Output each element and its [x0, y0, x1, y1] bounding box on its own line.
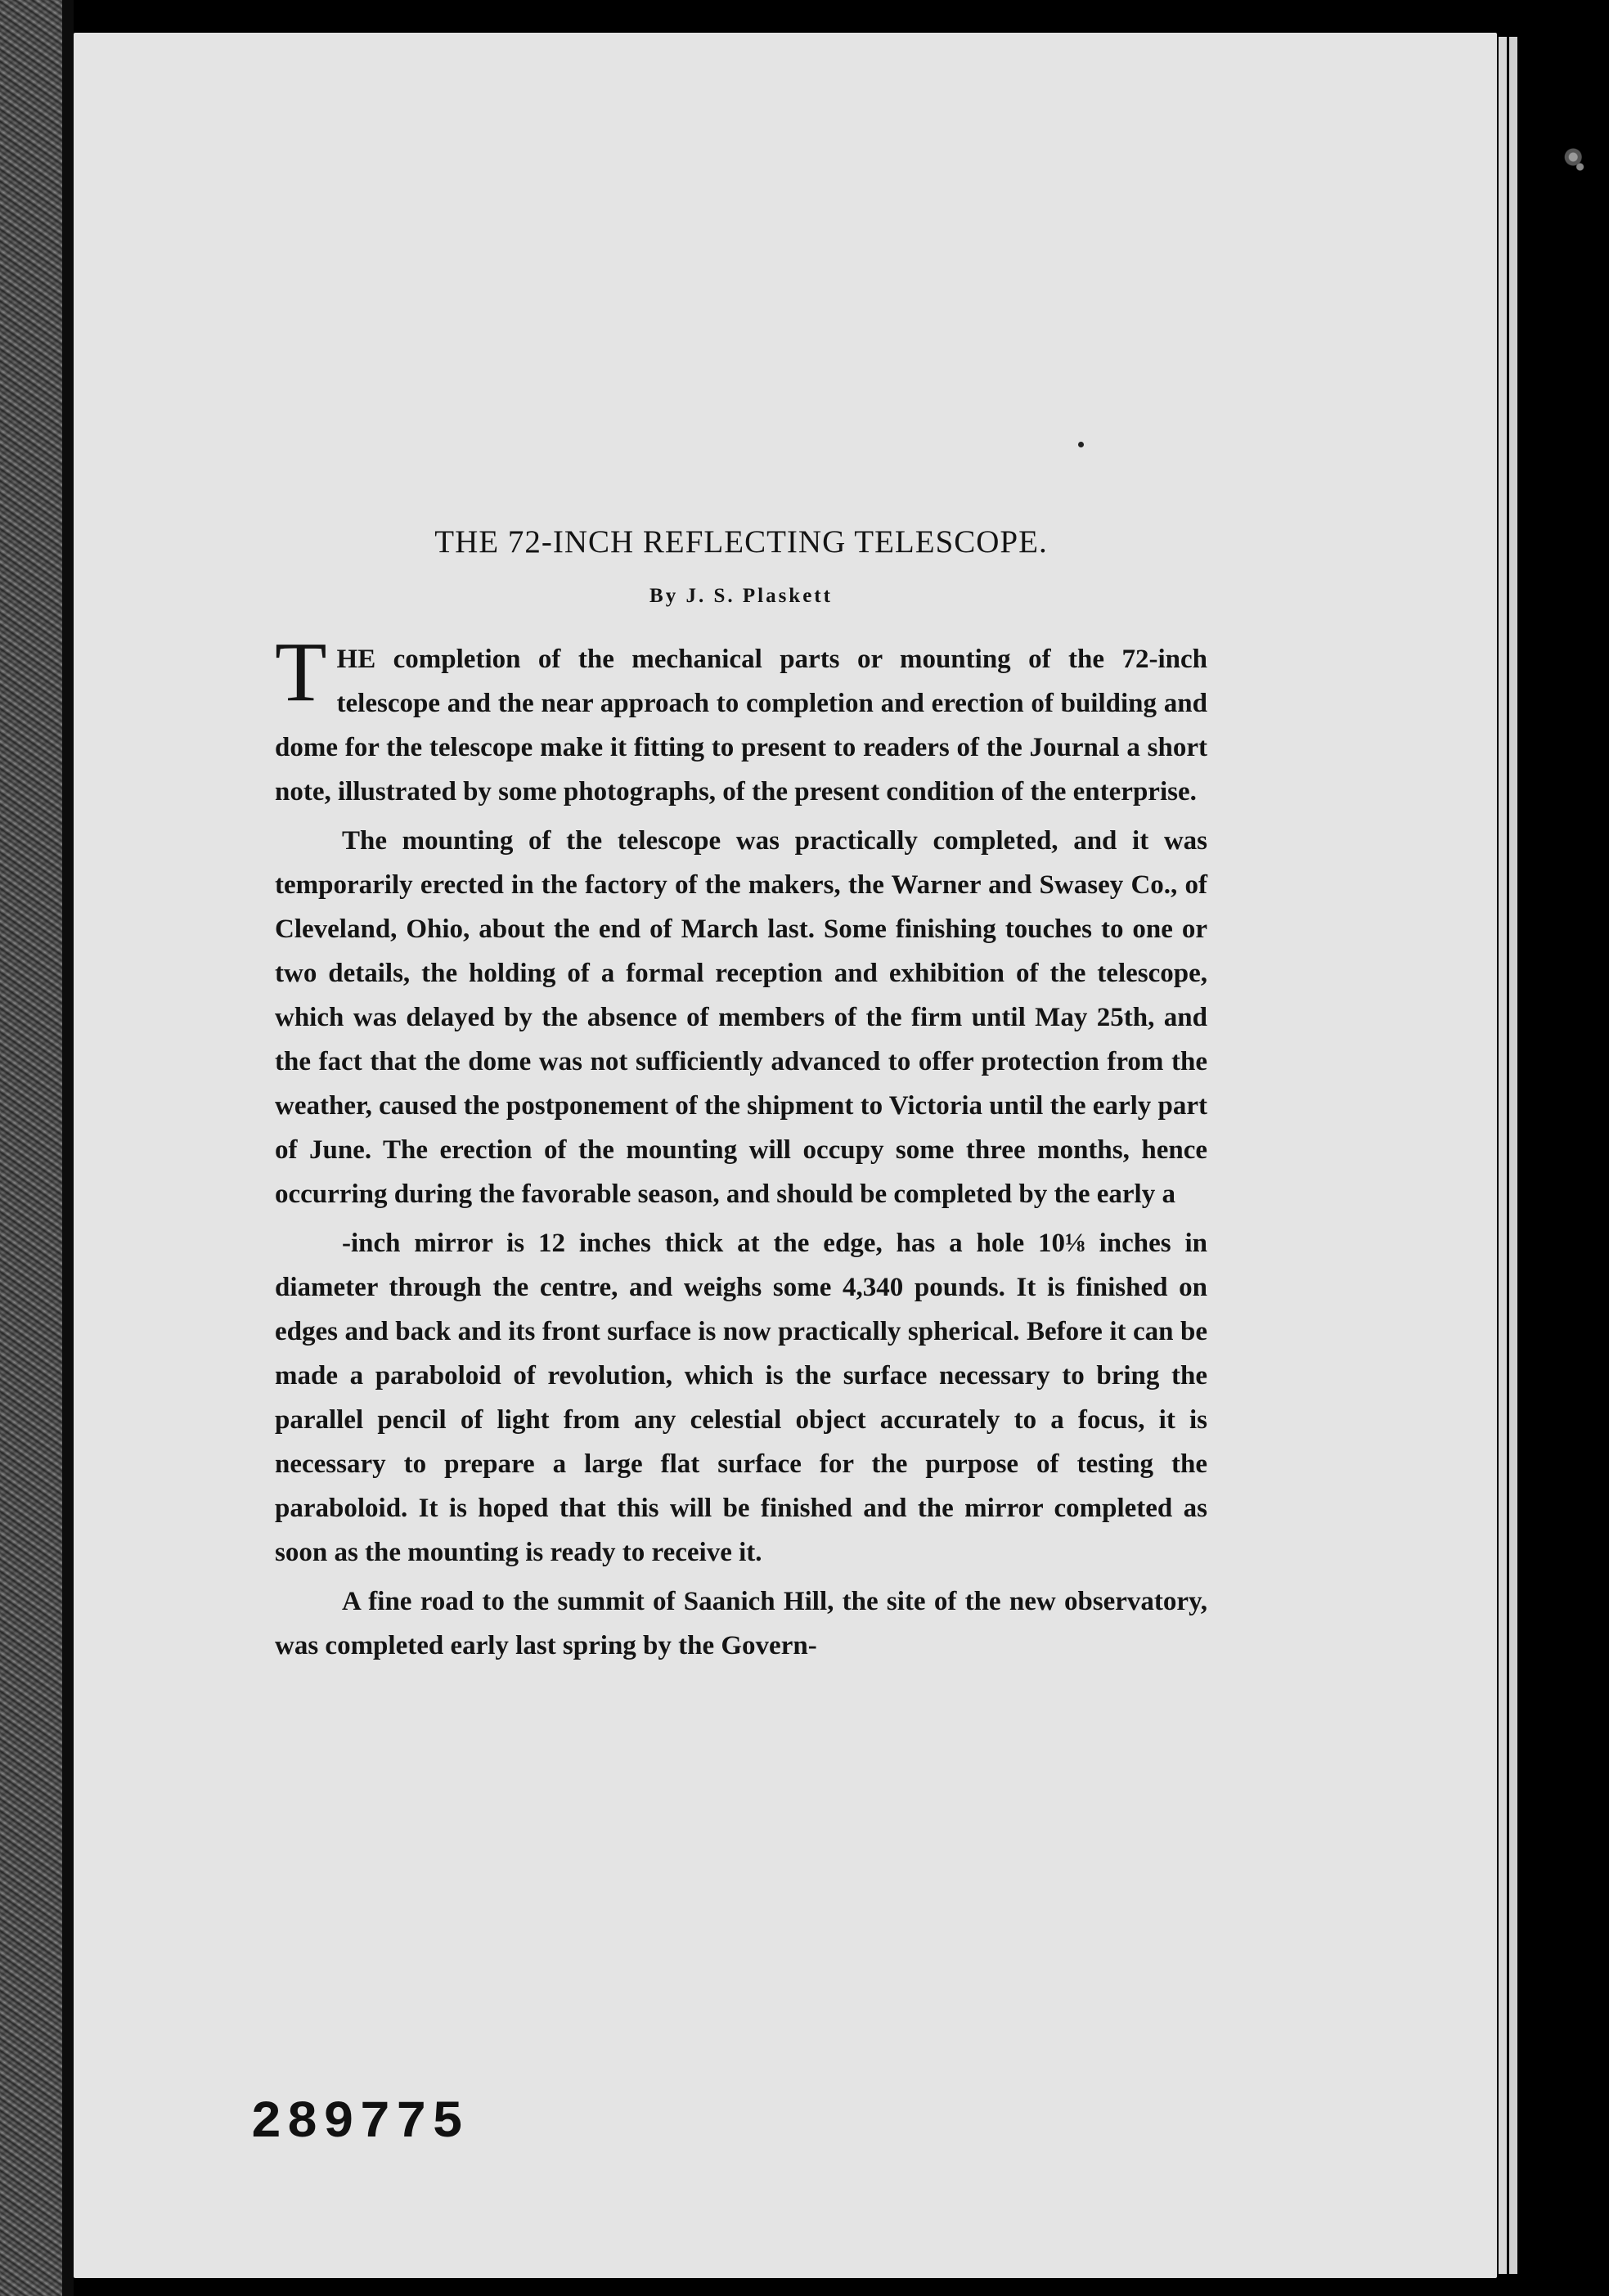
paragraph: The mounting of the telescope was practically completed, and it was temporarily erected in the factory of the makers, the Warner and Swasey Co., of Cleveland, Ohio, about the end of March last. Some finishing touches to one or two details, the holding of a formal reception and exhibition of the telescope, which was delayed by the absence of members of the firm until May 25th, and the fact that the dome was not sufficiently advanced to offer protection from the weather, caused the postponement of the shipment to Victoria until the early part of June. The erection of the mounting will occupy some three months, hence occurring during the favorable season, and should be completed by the early a	[275, 826, 1207, 1209]
paragraph: -inch mirror is 12 inches thick at the edge, has a hole 10⅛ inches in diameter through the centre, and weighs some 4,340 pounds. It is finished on edges and back and its front surface is now practically spherical. Before it can be made a paraboloid of revolution, which is the surface necessary to bring the parallel pencil of light from any celestial object accurately to a focus, it is necessary to prepare a large flat surface for the purpose of testing the paraboloid. It is hoped that this will be finished and the mirror completed as soon as the mounting is ready to receive it.	[275, 1229, 1207, 1567]
drop-cap: T	[275, 625, 327, 719]
article-title: THE 72-INCH REFLECTING TELESCOPE.	[434, 524, 1048, 559]
binding-shadow	[62, 0, 74, 2296]
paragraph-text: HE completion of the mechanical parts or mounting of the 72-inch telescope and the near approach to completion and erection of building and dome for the telescope make it fitting to present to readers of the Journal a short note, illustrated by some photographs, of the present condition of the enterprise.	[275, 645, 1207, 807]
page-edge	[1509, 37, 1517, 2274]
book-binding	[0, 0, 62, 2296]
ink-dot	[1078, 442, 1084, 447]
scan-speck	[1564, 144, 1587, 177]
paragraph: A fine road to the summit of Saanich Hill, the site of the new observatory, was completed early last spring by the Govern-	[275, 1587, 1207, 1660]
article-body	[275, 625, 1207, 1668]
page-edge	[1499, 37, 1507, 2274]
article-byline: By J. S. Plaskett	[649, 585, 833, 607]
paragraph	[275, 625, 1207, 814]
article	[275, 523, 1207, 1673]
accession-number-stamp: 289775	[250, 2094, 469, 2153]
